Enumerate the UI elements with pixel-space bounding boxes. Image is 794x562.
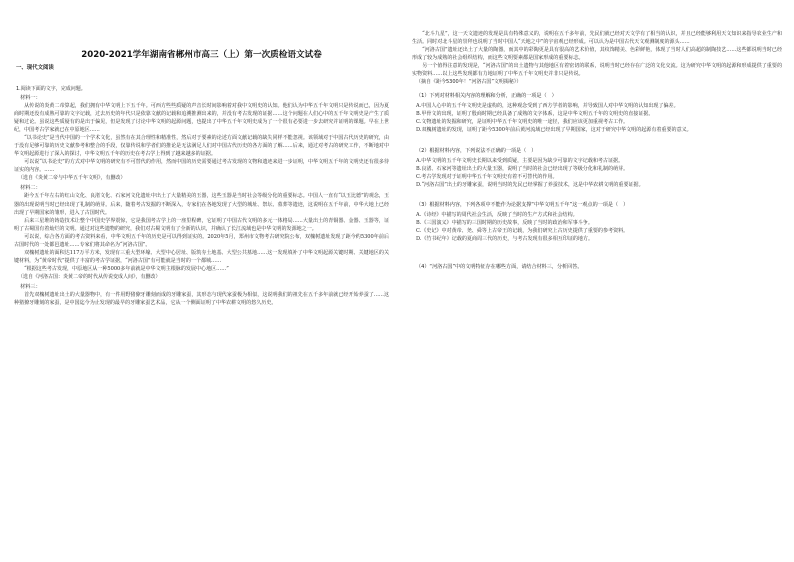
paragraph: 另一个值得注意的发现是，“河洛古国”的出土遗物与其他地区有着密切的联系，说明当时已经存在广泛的文化交流。这为研究中华文明的起源和形成提供了重要的实物资料……以上这些发现都有力地证明了中华五千年文明史并非只是传说。: [412, 63, 782, 78]
paragraph: “北斗九星”，这一天文遗迹的发现是具有特殊意义的，说明在五千多年前，先民们就已经对天文学有了相当的认识，并且已经能够利用天文知识来指导农业生产和生活。同时对北斗星的崇拜也说明了当时中国人“天地之中”的宇宙观已经形成。可以认为是中国古代天文观测制度的源头……: [412, 31, 782, 46]
option-b: B.甲骨文的出现，证明了殷商时期已经具备了成熟的文字体系，这是中华文明五千年的文明史的直接证据。: [416, 111, 654, 118]
left-column: [14, 0, 389, 562]
option-d: D.《竹书纪年》记载的夏商周三代的历史，与考古发现有很多相互印证的地方。: [416, 235, 594, 242]
page-title: 2020-2021学年湖南省郴州市高三（上）第一次质检语文试卷: [81, 50, 322, 60]
source-note: （选自《河洛古国：炎黄二帝的时代从传说变成人间》，有删改）: [18, 273, 161, 280]
paragraph: 可以说，综合各方面的考古资料来看，中华文明五千年的历史是可以得到证实的。2020年5月，郑州市文物考古研究院公布，双槐树遗址发现了距今约5300年前后古国时代的一处都邑遗址……专家们将其命名为“河洛古国”。: [14, 233, 389, 248]
paragraph: 距今五千年左右的红山文化、良渚文化、石家河文化遗址中出土了大量精美的玉器，这些玉器是当时社会等级分化的重要标志。中国人一直有“以玉比德”的观念，玉器的出现说明当时已经出现了礼制的萌芽。后来，随着考古发掘的不断深入，专家们在各地发现了大型的城址、祭坛、墓葬等遗迹，这说明在五千年前，中华大地上已经出现了早期国家的雏形，进入了古国时代。: [14, 193, 389, 216]
source-note: （选自《炎黄二帝与中华五千年文明》，有删改）: [18, 175, 126, 182]
paragraph: “河洛古国”遗址还出土了大量的陶器，而其中的彩陶更是具有很高的艺术价值，其纹饰精美、色彩鲜艳，体现了当时人们高超的制陶技艺……这些都说明当时已经形成了较为成熟的社会组织结构，而这些文明要素都是国家形成的重要标志。: [412, 47, 782, 62]
option-d: D.双槐树遗址的发现，证明了距今5300年前后黄河流域已经出现了早期国家，这对于研究中华文明的起源有着重要的意义。: [416, 127, 692, 134]
material-label: 材料一：: [20, 95, 41, 101]
option-d: D.“河洛古国”出土的牙雕家蚕，说明当时的先民已经掌握了养蚕技术，这是中华农耕文明的重要证据。: [416, 181, 644, 188]
option-a: A.中国人心中的五千年文明史是虚构的，这种观念受到了西方学者的影响，并导致国人对中华文明的认知出现了偏差。: [416, 103, 679, 110]
option-b: B.《三国演义》中描写的三国时期的历史故事，反映了当时的政治和军事斗争。: [416, 219, 593, 226]
question-4: （4）“河洛古国”中的文明特征存在哪些方面，请结合材料三，分析回答。: [416, 263, 583, 270]
paragraph: “以书论史”是当代中国的一个学术文化，虽然有在其合理性和精准性，然后对于要素的论述方面文献记载的缺失同样不能忽视。该领域对于中国古代历史的研究，由于没有足够可靠的历史文献参考和整合的手段，仅靠传说和学者们的推论是无法满足人们对中国古代历史的各方面的了解……后来，通过对考古的研究工作，不断地对中华文明起源进行了深入的探讨，中华文明五千年的历史在考古学上得到了越来越多的证据。: [14, 135, 389, 158]
source-note: （摘自《距今5300年！“河洛古国”文明揭秘》）: [416, 79, 522, 86]
paragraph: 双槐树遗址的面积达117万平方米，发现有三重大型环壕、大型中心居址、版筑夯土地基、大型公共墓地……这一发现填补了中华文明起源关键时期、关键地区的关键材料，为“黄帝时代”提供了丰富的考古学证据，“河洛古国”有可能就是当时的一个都城……: [14, 249, 389, 264]
question-2: （2）根据材料内容，下列说法不正确的一项是（ ）: [416, 147, 537, 154]
option-c: C.考古学发现对于证明中华五千年文明史有着不可替代的作用。: [416, 173, 558, 180]
option-c: C.《史记》中对黄帝、尧、舜等上古帝王的记载，为我们研究上古历史提供了重要的参考资料。: [416, 227, 629, 234]
option-a: A.中华文明的五千年文明史长期以来受到质疑，主要是因为缺少可靠的文字记载和考古证据。: [416, 157, 624, 164]
paragraph: 首先双槐树遗址出土的大量器物中，有一件用野猪獠牙雕刻而成的牙雕家蚕，其形态与现代家蚕极为相似，这说明我们的祖先在五千多年前就已经开始养蚕了……这种猪獠牙雕刻的家蚕，是中国迄今为止发现的最早的牙雕家蚕艺术品，它从一个侧面证明了中华农耕文明的悠久历史。: [14, 291, 389, 307]
paragraph: 从传说的炎黄二帝算起，我们拥有中华文明上下五千年。可西方些些质疑的声音长时间影响着对我中文明史的认知。他们认为中华五千年文明只是传说而已，因为夏商时期还没有成熟可靠的文字记载，过去历史的年代只是依靠文献的记载和追溯推测出来的，并没有考古发现的证据……这个问题在人们心中的五千年文明史是产生了质疑和过论。虽说这些质疑有的是出于偏见，但是发现了讨论中华文明的起源问题，也提出了中华五千年文明史成为了一个很有必要进一步去研究并证明的课题。早在上世纪，中国考古学家就已在中原地区……: [14, 103, 389, 134]
material-label: 材料二：: [20, 185, 41, 192]
option-b: B.良渚、石家河等遗址出土的大量玉器，说明了当时的社会已经出现了等级分化和礼制的萌芽。: [416, 165, 629, 172]
question-1: （1）下列对材料相关内容的理解和分析，正确的一项是（ ）: [416, 93, 557, 100]
section-heading: 一、现代文阅读: [16, 65, 54, 71]
paragraph: 可以说“以书论史”的方式对中华文明的研究有不可替代的作用，然而中国的历史需要通过考古发现的文物和遗迹来进一步证明，中华文明五千年的文明史还有很多待证实的内容。……: [14, 159, 389, 174]
question-intro: 1.阅读下面的文字，完成问题。: [16, 86, 86, 92]
right-column: [412, 0, 782, 562]
option-c: C.文物遗址的发掘和研究，是证明中华五千年文明史的唯一途径，我们应该更加重视考古工作。: [416, 119, 629, 126]
material-label: 材料三：: [20, 283, 41, 290]
question-3: （3）根据材料内容，下列各项中不能作为论据支撑“中华文明五千年”这一观点的一项是（ ）: [416, 201, 629, 208]
option-a: A.《诗经》中描写的周代社会生活，反映了当时的生产方式和社会结构。: [416, 211, 578, 218]
paragraph: “根据这些考古发现，中原地区从一种5000多年前就是中华文明主根脉的发展中心地区……”: [24, 265, 229, 272]
paragraph: 后来三星堆的铸造技术让整个中国史学界震惊，它是我国考古学上的一座里程碑，它证明了中国古代文明的多元一体格局……大量出土的青铜器、金器、玉器等，证明了古蜀国有着灿烂的文明。通过对这些遗物的研究，我们对古蜀文明有了全新的认识，并确认了长江流域也是中华文明的发源地之一。: [14, 217, 389, 232]
